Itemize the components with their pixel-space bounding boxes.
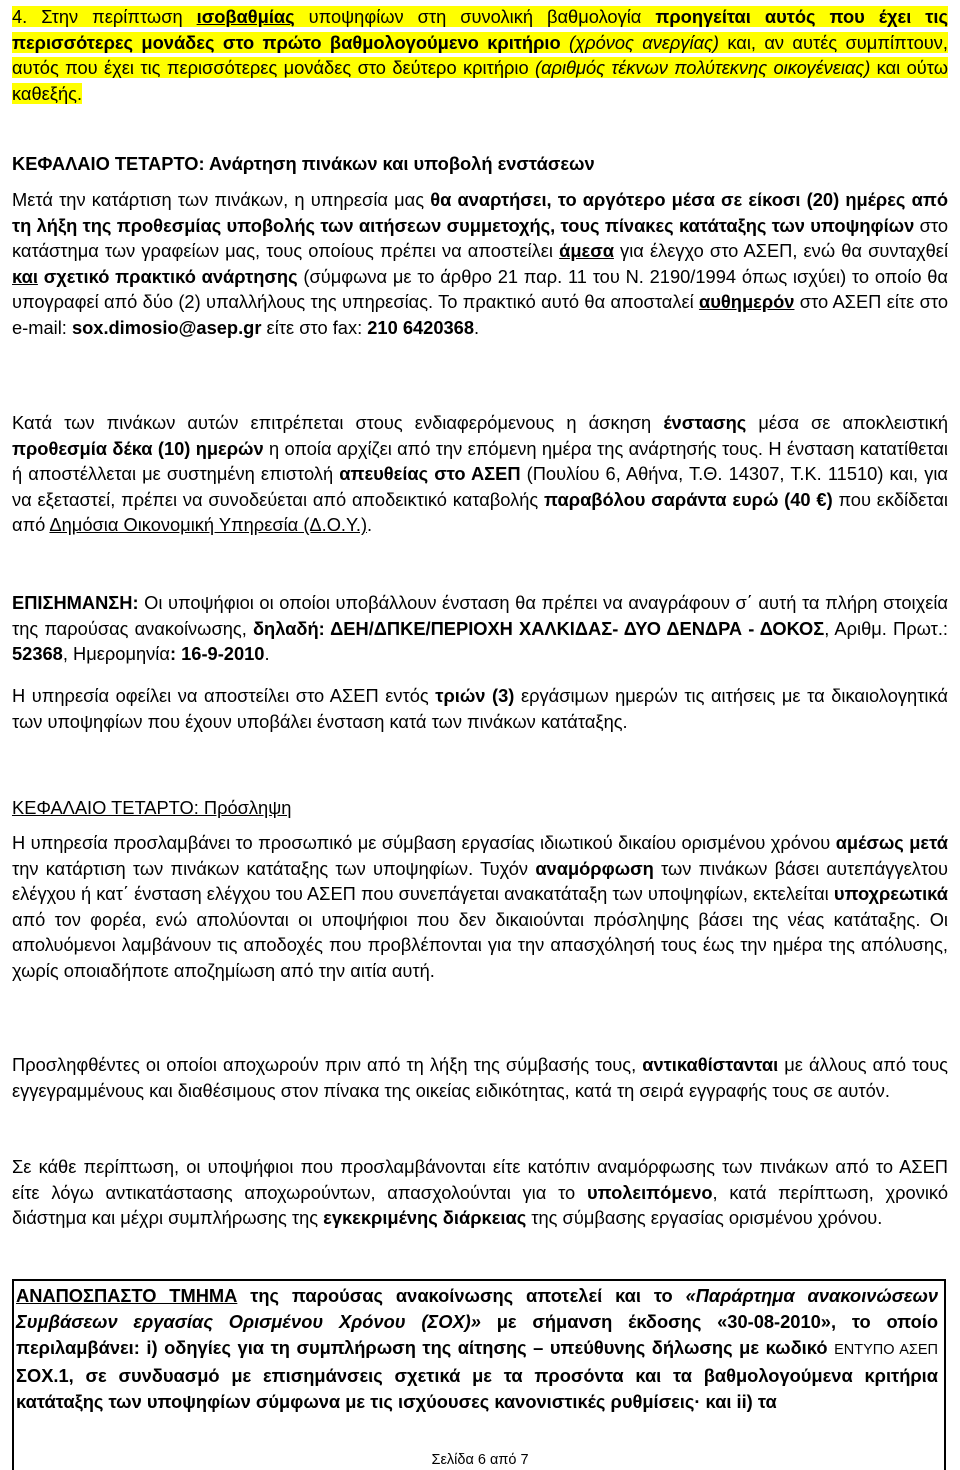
page-footer: [0, 1452, 960, 1469]
chapter-heading-posting: ΚΕΦΑΛΑΙΟ ΤΕΤΑΡΤΟ: Ανάρτηση πινάκων και υποβολή ενστάσεων: [12, 153, 595, 174]
note-paragraph: ΕΠΙΣΗΜΑΝΣΗ: Οι υποψήφιοι οι οποίοι υποβάλλουν ένσταση θα πρέπει να αναγράφουν σ΄ αυτή τα πλήρη στοιχεία της παρούσας ανακοίνωσης, δηλαδή: ΔΕΗ/ΔΠΚΕ/ΠΕΡΙΟΧΗ ΧΑΛΚΙΔΑΣ- ΔΥΟ ΔΕΝΔΡΑ - ΔΟΚΟΣ, Αριθμ. Πρωτ.: 52368, Ημερομηνία: 16-9-2010.: [12, 592, 948, 665]
tie-break-paragraph: 4. Στην περίπτωση ισοβαθμίας υποψηφίων στη συνολική βαθμολογία προηγείται αυτός που έχει τις περισσότερες μονάδες στο πρώτο βαθμολογούμενο κριτήριο (χρόνος ανεργίας) και, αν αυτές συμπίπτουν, αυτός που έχει τις περισσότερες μονάδες στο δεύτερο κριτήριο (αριθμός τέκνων πολύτεκνης οικογένειας) και ούτω καθεξής.: [12, 6, 948, 104]
replacement-paragraph: Προσληφθέντες οι οποίοι αποχωρούν πριν από τη λήξη της σύμβασής τους, αντικαθίστανται με άλλους από τους εγγεγραμμένους και διαθέσιμους στον πίνακα της οικείας ειδικότητας, κατά τη σειρά εγγραφής τους σε αυτόν.: [12, 1054, 948, 1101]
email-address: sox.dimosio@asep.gr: [71, 316, 262, 338]
fax-number: 210 6420368: [367, 316, 475, 338]
objection-paragraph: Κατά των πινάκων αυτών επιτρέπεται στους ενδιαφερόμενους η άσκηση ένστασης μέσα σε αποκλειστική προθεσμία δέκα (10) ημερών η οποία αρχίζει από την επόμενη ημέρα της ανάρτησής τους. Η ένσταση κατατίθεται ή αποστέλλεται με συστημένη επιστολή απευθείας στο ΑΣΕΠ (Πουλίου 6, Αθήνα, Τ.Θ. 14307, Τ.Κ. 11510) και, για να εξεταστεί, πρέπει να συνοδεύεται από αποδεικτικό καταβολής παραβόλου σαράντα ευρώ (40 €) που εκδίδεται από Δημόσια Οικονομική Υπηρεσία (Δ.Ο.Υ.).: [12, 412, 948, 536]
page-number: Σελίδα 6 από 7: [427, 1452, 532, 1468]
chapter-heading-hiring: ΚΕΦΑΛΑΙΟ ΤΕΤΑΡΤΟ: Πρόσληψη: [12, 797, 292, 818]
annex-notice-box: [12, 1279, 946, 1470]
posting-paragraph: Μετά την κατάρτιση των πινάκων, η υπηρεσία μας θα αναρτήσει, το αργότερο μέσα σε είκοσι (20) ημέρες από τη λήξη της προθεσμίας υποβολής των αιτήσεων συμμετοχής, τους πίνακες κατάταξης των υποψηφίων στο κατάστημα των γραφείων μας, τους οποίους πρέπει να αποστείλει άμεσα για έλεγχο στο ΑΣΕΠ, ενώ θα συνταχθεί και σχετικό πρακτικό ανάρτησης (σύμφωνα με το άρθρο 21 παρ. 11 του Ν. 2190/1994 όπως ισχύει) το οποίο θα υπογραφεί από δύο (2) υπαλλήλους της υπηρεσίας. Το πρακτικό αυτό θα αποσταλεί αυθημερόν στο ΑΣΕΠ είτε στο e-mail: sox.dimosio@asep.gr είτε στο fax: 210 6420368.: [12, 189, 949, 338]
hiring-paragraph: Η υπηρεσία προσλαμβάνει το προσωπικό με σύμβαση εργασίας ιδιωτικού δικαίου ορισμένου χρόνου αμέσως μετά την κατάρτιση των πινάκων κατάταξης των υποψηφίων. Τυχόν αναμόρφωση των πινάκων βάσει αυτεπάγγελτου ελέγχου ή κατ΄ ένσταση ελέγχου του ΑΣΕΠ που συνεπάγεται ανακατάταξη των υποψηφίων, εκτελείται υποχρεωτικά από τον φορέα, ενώ απολύονται οι υποψήφιοι που δεν δικαιούνται πρόσληψης βάσει της νέας κατάταξης. Οι απολυόμενοι λαμβάνουν τις αποδοχές που προβλέπονται για την απασχόλησή τους έως την ημέρα της απόλυσης, χωρίς οποιαδήποτε αποζημίωση από την αιτία αυτή.: [12, 832, 948, 981]
asep-forwarding-paragraph: Η υπηρεσία οφείλει να αποστείλει στο ΑΣΕΠ εντός τριών (3) εργάσιμων ημερών τις αιτήσεις με τα δικαιολογητικά των υποψηφίων που έχουν υποβάλει ένσταση κατά των πινάκων κατάταξης.: [12, 685, 948, 732]
remaining-term-paragraph: Σε κάθε περίπτωση, οι υποψήφιοι που προσλαμβάνονται είτε κατόπιν αναμόρφωσης των πινάκων από το ΑΣΕΠ είτε λόγω αντικατάστασης αποχωρούντων, απασχολούνται για το υπολειπόμενο, κατά περίπτωση, χρονικό διάστημα και μέχρι συμπλήρωσης της εγκεκριμένης διάρκειας της σύμβασης εργασίας ορισμένου χρόνου.: [12, 1156, 948, 1229]
annex-notice-text: ΑΝΑΠΟΣΠΑΣΤΟ ΤΜΗΜΑ της παρούσας ανακοίνωσης αποτελεί και το «Παράρτημα ανακοινώσεων Συμβάσεων εργασίας Ορισμένου Χρόνου (ΣΟΧ)» με σήμανση έκδοσης «30-08-2010», το οποίο περιλαμβάνει: i) οδηγίες για τη συμπλήρωση της αίτησης – υπεύθυνης δήλωσης με κωδικό ΕΝΤΥΠΟ ΑΣΕΠ ΣΟΧ.1, σε συνδυασμό με επισημάνσεις σχετικά με τα προσόντα και τα βαθμολογούμενα κριτήρια κατάταξης των υποψηφίων σύμφωνα με τις ισχύουσες κανονιστικές ρυθμίσεις· και ii) τα: [16, 1285, 939, 1412]
